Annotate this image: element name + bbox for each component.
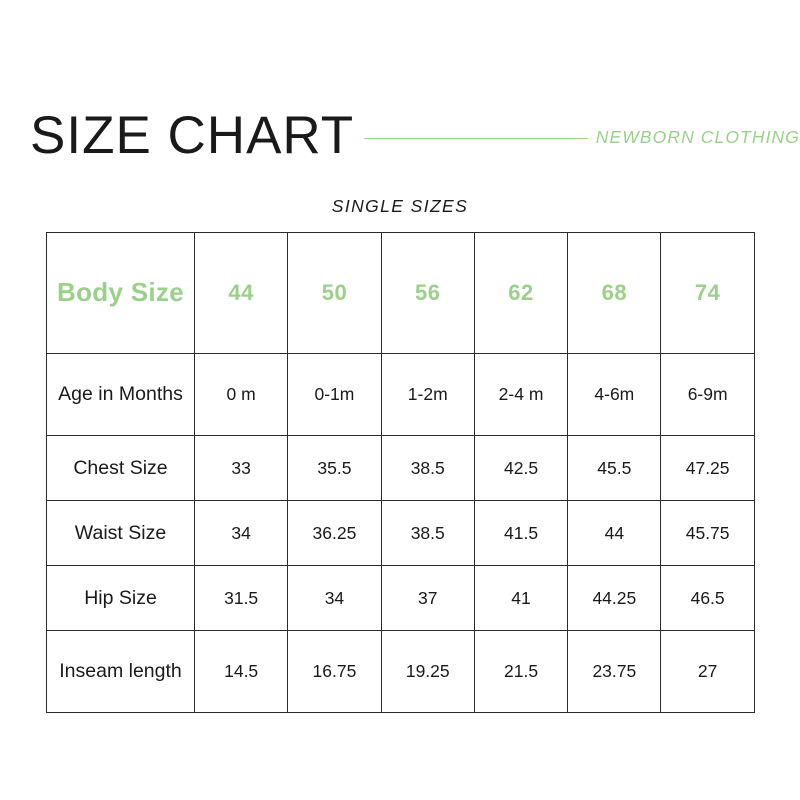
table-row	[47, 501, 755, 566]
column-header-size: 68	[568, 233, 661, 354]
table-cell: 47.25	[661, 436, 754, 501]
table-cell: 2-4 m	[474, 354, 567, 436]
table-cell: 38.5	[381, 501, 474, 566]
table-cell: 45.75	[661, 501, 754, 566]
table-cell: 16.75	[288, 631, 381, 713]
chart-caption: SINGLE SIZES	[331, 196, 469, 216]
row-label: Inseam length	[47, 631, 195, 713]
column-header-size: 56	[381, 233, 474, 354]
table-cell: 37	[381, 566, 474, 631]
table-cell: 45.5	[568, 436, 661, 501]
table-cell: 35.5	[288, 436, 381, 501]
page-title: SIZE CHART	[30, 105, 355, 165]
table-row	[47, 354, 755, 436]
table-cell: 6-9m	[661, 354, 754, 436]
row-label: Chest Size	[47, 436, 195, 501]
table-cell: 36.25	[288, 501, 381, 566]
table-row	[47, 631, 755, 713]
table-cell: 1-2m	[381, 354, 474, 436]
table-cell: 33	[195, 436, 288, 501]
table-cell: 41	[474, 566, 567, 631]
corner-header-body-size: Body Size	[47, 233, 195, 354]
table-cell: 44.25	[568, 566, 661, 631]
table-cell: 38.5	[381, 436, 474, 501]
table-cell: 4-6m	[568, 354, 661, 436]
table-cell: 31.5	[195, 566, 288, 631]
table-cell: 34	[288, 566, 381, 631]
table-cell: 14.5	[195, 631, 288, 713]
table-row	[47, 566, 755, 631]
table-cell: 23.75	[568, 631, 661, 713]
column-header-size: 44	[195, 233, 288, 354]
table-cell: 19.25	[381, 631, 474, 713]
header-category-label: NEWBORN CLOTHING	[595, 126, 800, 147]
page-header	[30, 100, 800, 170]
row-label: Hip Size	[47, 566, 195, 631]
table-cell: 46.5	[661, 566, 754, 631]
column-header-size: 62	[474, 233, 567, 354]
table-cell: 34	[195, 501, 288, 566]
table-cell: 27	[661, 631, 754, 713]
table-cell: 21.5	[474, 631, 567, 713]
table-cell: 0-1m	[288, 354, 381, 436]
table-cell: 41.5	[474, 501, 567, 566]
table-row	[47, 436, 755, 501]
table-cell: 44	[568, 501, 661, 566]
table-header-row	[47, 233, 755, 354]
table-cell: 0 m	[195, 354, 288, 436]
column-header-size: 50	[288, 233, 381, 354]
row-label: Age in Months	[47, 354, 195, 436]
size-table	[46, 232, 755, 713]
header-divider-line	[364, 138, 588, 139]
table-cell: 42.5	[474, 436, 567, 501]
size-table-container	[46, 232, 754, 713]
column-header-size: 74	[661, 233, 754, 354]
row-label: Waist Size	[47, 501, 195, 566]
